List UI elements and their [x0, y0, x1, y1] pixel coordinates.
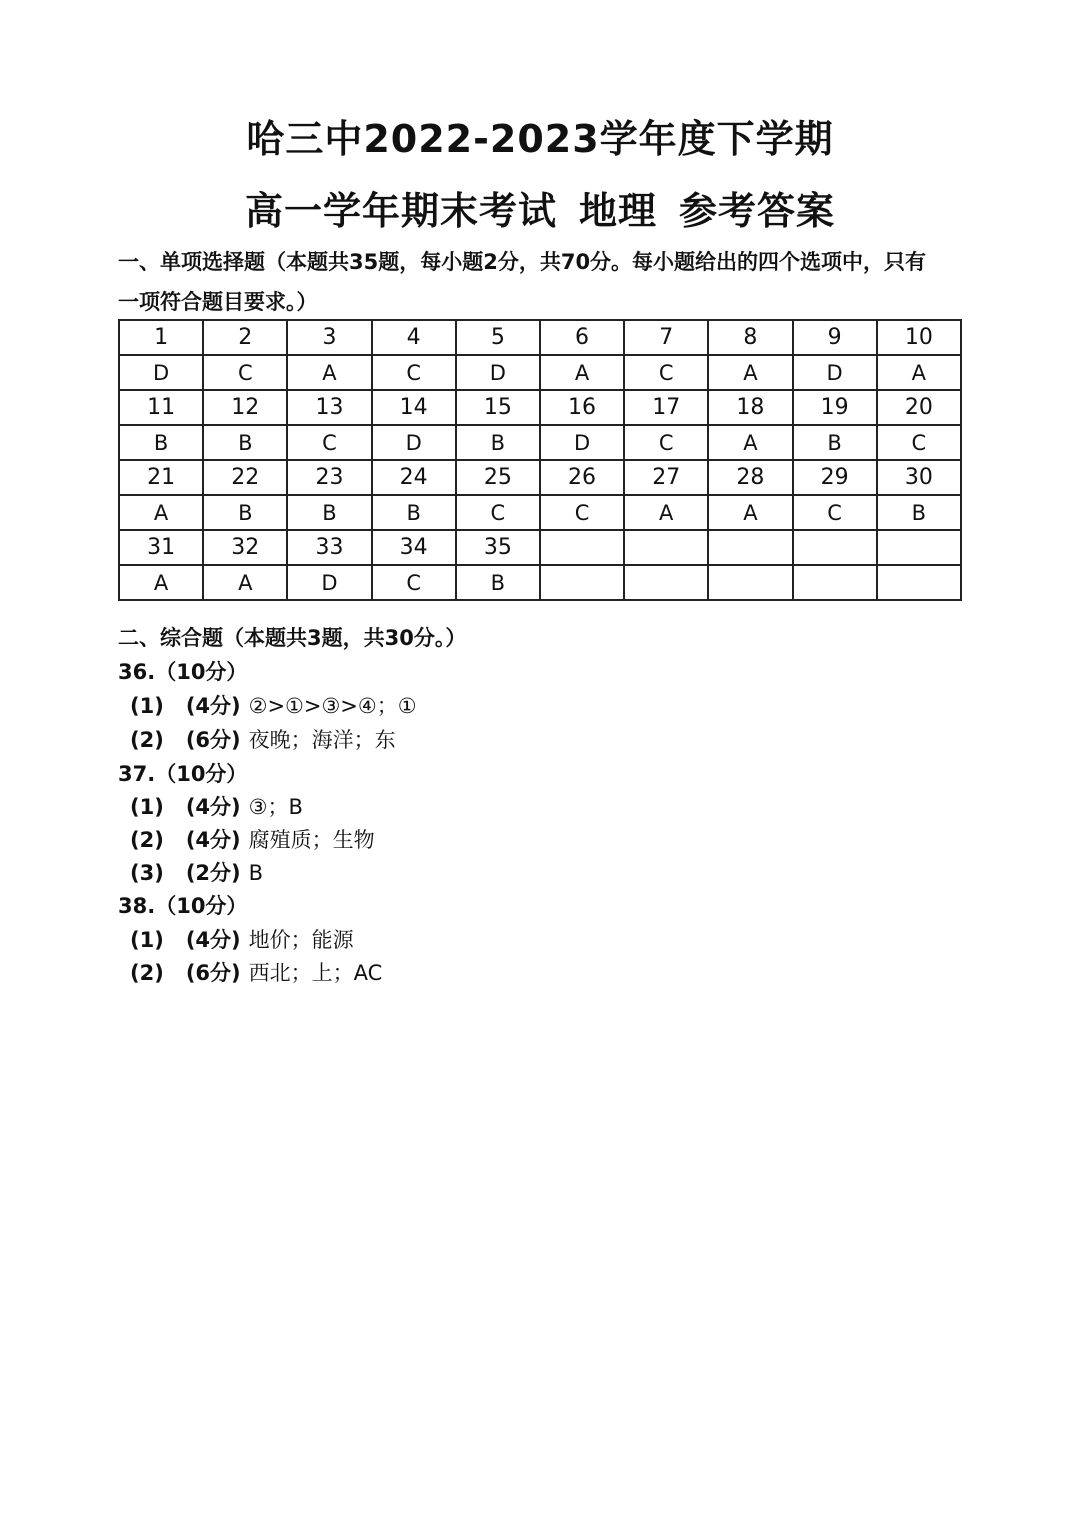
question-number: 6 [540, 320, 624, 355]
section1-heading: 一、单项选择题（本题共35题，每小题2分，共70分。每小题给出的四个选项中，只有 [118, 250, 927, 274]
answer-cell: C [456, 495, 540, 530]
empty-cell [624, 565, 708, 600]
section2-heading: 二、综合题（本题共3题，共30分。） [118, 626, 467, 650]
question-number-row [119, 320, 961, 355]
question-number: 20 [877, 390, 961, 425]
part-points: (6分) [185, 728, 241, 752]
answer-cell: B [372, 495, 456, 530]
empty-cell [877, 530, 961, 565]
answer-cell: C [877, 425, 961, 460]
part-answer: 夜晚；海洋；东 [248, 728, 396, 752]
part-points: (2分) [185, 861, 241, 885]
part-index: (2) [130, 828, 164, 852]
question-number: 9 [793, 320, 877, 355]
answer-cell: B [877, 495, 961, 530]
answer-row [119, 355, 961, 390]
answer-cell: B [287, 495, 371, 530]
answer-cell: C [372, 355, 456, 390]
question-number: 7 [624, 320, 708, 355]
question-37-title: 37.（10分） [118, 762, 248, 786]
question-number: 16 [540, 390, 624, 425]
empty-cell [708, 565, 792, 600]
answer-cell: C [287, 425, 371, 460]
answer-cell: D [287, 565, 371, 600]
question-number: 34 [372, 530, 456, 565]
answer-cell: B [456, 565, 540, 600]
answer-cell: B [793, 425, 877, 460]
empty-cell [877, 565, 961, 600]
part-index: (2) [130, 728, 164, 752]
empty-cell [708, 530, 792, 565]
question-number: 30 [877, 460, 961, 495]
part-answer: ②>①>③>④；① [248, 694, 417, 718]
question-number-row [119, 460, 961, 495]
question-number: 25 [456, 460, 540, 495]
answer-cell: A [287, 355, 371, 390]
answer-row [119, 425, 961, 460]
question-37-part-3 [130, 857, 263, 887]
question-number: 3 [287, 320, 371, 355]
part-points: (4分) [185, 694, 241, 718]
question-38-part-2 [130, 957, 382, 987]
answer-row [119, 495, 961, 530]
answer-cell: C [540, 495, 624, 530]
empty-cell [624, 530, 708, 565]
question-number: 21 [119, 460, 203, 495]
answer-row [119, 565, 961, 600]
question-number: 22 [203, 460, 287, 495]
part-points: (4分) [185, 928, 241, 952]
section1-heading-continued: 一项符合题目要求。） [118, 290, 318, 314]
answer-cell: A [877, 355, 961, 390]
answer-cell: C [372, 565, 456, 600]
answer-cell: D [793, 355, 877, 390]
question-38-part-1 [130, 924, 354, 954]
question-number: 17 [624, 390, 708, 425]
question-number: 8 [708, 320, 792, 355]
answer-cell: A [708, 355, 792, 390]
document-title-line1: 哈三中2022-2023学年度下学期 [246, 117, 834, 161]
question-number: 15 [456, 390, 540, 425]
answer-cell: A [203, 565, 287, 600]
part-index: (2) [130, 961, 164, 985]
answer-cell: A [624, 495, 708, 530]
part-answer: 地价；能源 [248, 928, 354, 952]
question-number-row [119, 390, 961, 425]
part-answer: 西北；上；AC [248, 961, 383, 985]
empty-cell [540, 565, 624, 600]
part-answer: ③；B [248, 795, 303, 819]
part-answer: B [248, 861, 264, 885]
answer-cell: B [456, 425, 540, 460]
part-answer: 腐殖质；生物 [248, 828, 375, 852]
question-number-row [119, 530, 961, 565]
part-index: (3) [130, 861, 164, 885]
question-number: 4 [372, 320, 456, 355]
question-number: 12 [203, 390, 287, 425]
empty-cell [793, 530, 877, 565]
question-number: 5 [456, 320, 540, 355]
part-index: (1) [130, 928, 164, 952]
answer-cell: D [540, 425, 624, 460]
question-number: 33 [287, 530, 371, 565]
answer-cell: A [540, 355, 624, 390]
question-38-title: 38.（10分） [118, 894, 248, 918]
part-index: (1) [130, 694, 164, 718]
answer-cell: A [708, 495, 792, 530]
question-number: 26 [540, 460, 624, 495]
question-number: 24 [372, 460, 456, 495]
answer-cell: B [203, 425, 287, 460]
question-37-part-2 [130, 824, 375, 854]
answer-cell: D [372, 425, 456, 460]
answer-cell: B [119, 425, 203, 460]
question-number: 10 [877, 320, 961, 355]
question-number: 29 [793, 460, 877, 495]
answer-cell: A [119, 565, 203, 600]
title-subject: 地理 [578, 189, 657, 233]
question-number: 28 [708, 460, 792, 495]
question-number: 23 [287, 460, 371, 495]
question-number: 14 [372, 390, 456, 425]
part-points: (4分) [185, 828, 241, 852]
answer-cell: C [624, 425, 708, 460]
empty-cell [540, 530, 624, 565]
title-answer-key: 参考答案 [679, 189, 836, 233]
part-index: (1) [130, 795, 164, 819]
document-title-line2 [0, 180, 1080, 235]
answer-cell: C [624, 355, 708, 390]
question-number: 19 [793, 390, 877, 425]
question-number: 27 [624, 460, 708, 495]
question-number: 11 [119, 390, 203, 425]
question-number: 35 [456, 530, 540, 565]
question-number: 13 [287, 390, 371, 425]
answer-cell: A [708, 425, 792, 460]
empty-cell [793, 565, 877, 600]
question-36-part-1 [130, 690, 417, 720]
question-number: 2 [203, 320, 287, 355]
part-points: (4分) [185, 795, 241, 819]
question-number: 18 [708, 390, 792, 425]
multiple-choice-answer-table [118, 319, 962, 601]
question-number: 32 [203, 530, 287, 565]
question-number: 31 [119, 530, 203, 565]
title-exam-name: 高一学年期末考试 [244, 189, 557, 233]
answer-cell: A [119, 495, 203, 530]
answer-cell: C [203, 355, 287, 390]
question-36-title: 36.（10分） [118, 660, 248, 684]
answer-cell: D [456, 355, 540, 390]
question-number: 1 [119, 320, 203, 355]
question-36-part-2 [130, 724, 396, 754]
answer-cell: D [119, 355, 203, 390]
part-points: (6分) [185, 961, 241, 985]
question-37-part-1 [130, 791, 303, 821]
answer-cell: C [793, 495, 877, 530]
answer-cell: B [203, 495, 287, 530]
